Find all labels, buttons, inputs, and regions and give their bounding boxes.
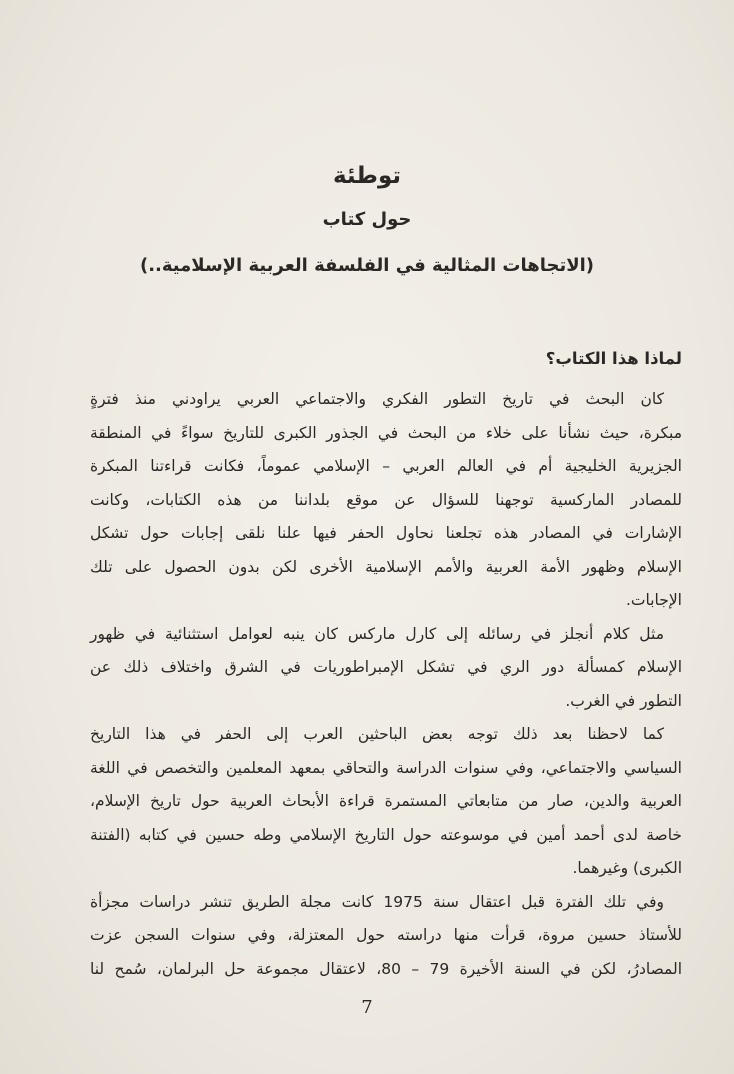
- text-line: العربية والدين، صار من متابعاتي المستمرة قراءة الأبحاث العربية حول تاريخ الإسلام،: [90, 792, 682, 810]
- text-line: الإجابات.: [625, 591, 682, 609]
- paragraph: [90, 383, 682, 618]
- text-line: الجزيرية الخليجية أم في العالم العربي – الإسلامي عموماً، فكانت قراءتنا المبكرة: [90, 457, 682, 475]
- text-line: الإشارات في المصادر هذه تجلعنا نحاول الحفر فيها علنا نلقى إجابات حول تشكل: [90, 524, 682, 542]
- page-number: 7: [361, 997, 373, 1018]
- paragraph: [90, 886, 682, 987]
- text-line: الكبرى) وغيرهما.: [572, 859, 682, 877]
- text-line: للمصادر الماركسية توجهنا للسؤال عن موقع بلداننا من هذه الكتابات، وكانت: [90, 490, 682, 509]
- text-line: الإسلام كمسألة دور الري في تشكل الإمبراطوريات في الشرق واختلاف ذلك عن: [90, 658, 682, 676]
- page-subtitle: حول كتاب: [322, 209, 412, 230]
- paragraph: [90, 618, 682, 719]
- page-title: توطئة: [332, 163, 402, 189]
- text-line: كما لاحظنا بعد ذلك توجه بعض الباحثين العرب إلى الحفر في هذا التاريخ: [90, 725, 664, 743]
- text-line: المصادرُ، لكن في السنة الأخيرة 79 – 80، لاعتقال مجموعة حل البرلمان، سُمح لنا: [90, 959, 683, 978]
- text-line: وفي تلك الفترة قبل اعتقال سنة 1975 كانت مجلة الطريق تنشر دراسات مجزأة: [90, 892, 664, 911]
- paragraph: [90, 718, 682, 886]
- text-line: الإسلام وظهور الأمة العربية والأمم الإسلامية الأخرى لكن بدون الحصول على تلك: [90, 557, 682, 576]
- text-line: خاصة لدى أحمد أمين في موسوعته حول التاريخ الإسلامي وطه حسين في كتابه (الفتنة: [90, 825, 682, 844]
- text-line: كان البحث في تاريخ التطور الفكري والاجتماعي العربي يراودني منذ فترةٍ: [90, 390, 664, 408]
- text-line: التطور في الغرب.: [565, 691, 682, 710]
- book-title: (الاتجاهات المثالية في الفلسفة العربية الإسلامية..): [139, 255, 595, 276]
- text-line: مثل كلام أنجلز في رسائله إلى كارل ماركس كان ينبه لعوامل استثنائية في ظهور: [90, 624, 664, 643]
- text-line: للأستاذ حسين مروة، قرأت منها دراسته حول المعتزلة، وفي سنوات السجن عزت: [90, 926, 682, 944]
- text-line: مبكرة، حيث نشأنا على خلاء من البحث في الجذور الكبرى للتاريخ سواءً في المنطقة: [90, 423, 682, 442]
- text-line: السياسي والاجتماعي، وفي سنوات الدراسة والتحاقي بمعهد المعلمين والتخصص في اللغة: [90, 758, 682, 777]
- body-text: [90, 383, 682, 986]
- section-heading: لماذا هذا الكتاب؟: [545, 349, 682, 368]
